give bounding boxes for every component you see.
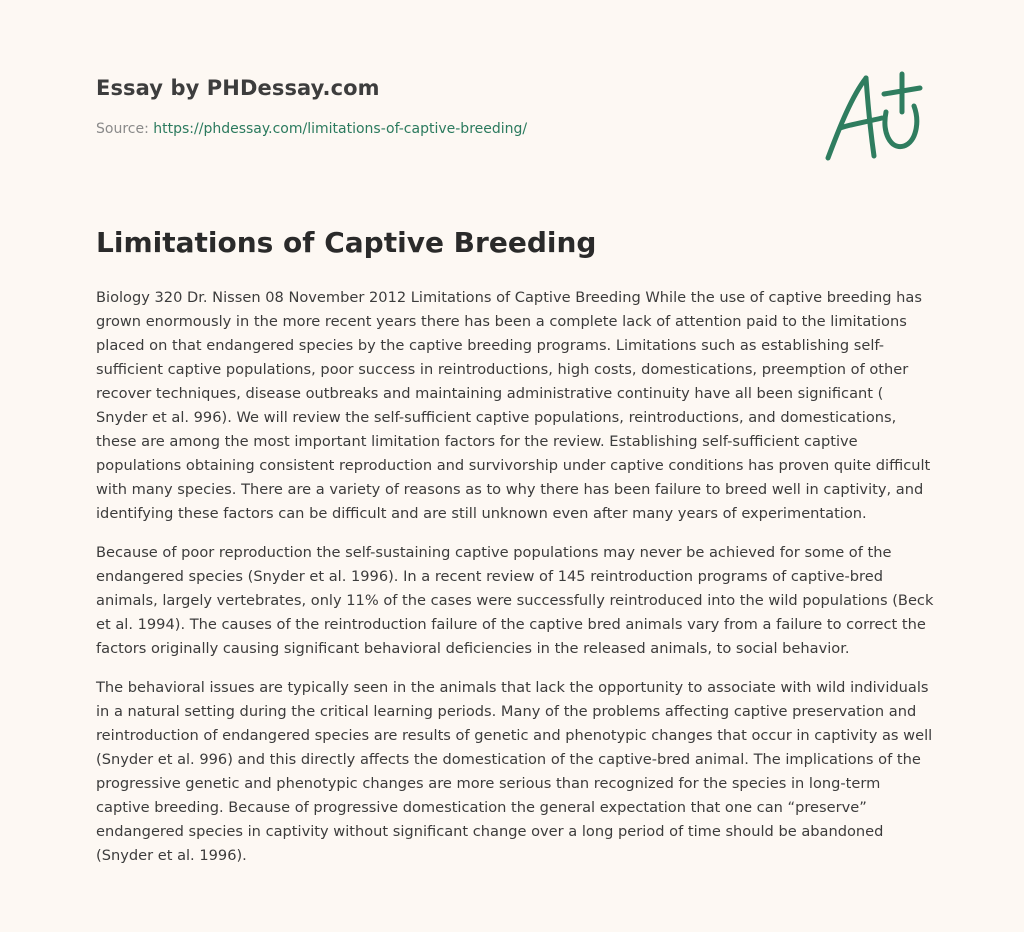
source-line [96,121,527,137]
source-label: Source: [96,121,154,137]
article-body [96,286,934,883]
page-header [96,76,527,137]
source-link[interactable]: https://phdessay.com/limitations-of-captive-breeding/ [153,121,528,137]
paragraph: Biology 320 Dr. Nissen 08 November 2012 Limitations of Captive Breeding While the use of captive breeding has grown enormously in the more recent years there has been a complete lack of attention paid to the limitations placed on that endangered species by the captive breeding programs. Limitations such as establishing self-sufficient captive populations, poor success in reintroductions, high costs, domestications, preemption of other recover techniques, disease outbreaks and maintaining administrative continuity have all been significant ( Snyder et al. 996). We will review the self-sufficient captive populations, reintroductions, and domestications, these are among the most important limitation factors for the review. Establishing self-sufficient captive populations obtaining consistent reproduction and survivorship under captive conditions has proven quite difficult with many species. There are a variety of reasons as to why there has been failure to breed well in captivity, and identifying these factors can be difficult and are still unknown even after many years of experimentation. [96,289,931,522]
site-brand: Essay by PHDessay.com [96,76,380,100]
paragraph: The behavioral issues are typically seen in the animals that lack the opportunity to associate with wild individuals in a natural setting during the critical learning periods. Many of the problems affecting captive preservation and reintroduction of endangered species are results of genetic and phenotypic changes that occur in captivity as well (Snyder et al. 996) and this directly affects the domestication of the captive-bred animal. The implications of the progressive genetic and phenotypic changes are more serious than recognized for the species in long-term captive breeding. Because of progressive domestication the general expectation that one can “preserve” endangered species in captivity without significant change over a long period of time should be abandoned (Snyder et al. 1996). [96,679,933,864]
paragraph: Because of poor reproduction the self-sustaining captive populations may never be achieved for some of the endangered species (Snyder et al. 1996). In a recent review of 145 reintroduction programs of captive-bred animals, largely vertebrates, only 11% of the cases were successfully reintroduced into the wild populations (Beck et al. 1994). The causes of the reintroduction failure of the captive bred animals vary from a failure to correct the factors originally causing significant behavioral deficiencies in the released animals, to social behavior. [96,544,934,657]
a-plus-logo-icon [818,66,930,166]
article-title: Limitations of Captive Breeding [96,226,597,259]
